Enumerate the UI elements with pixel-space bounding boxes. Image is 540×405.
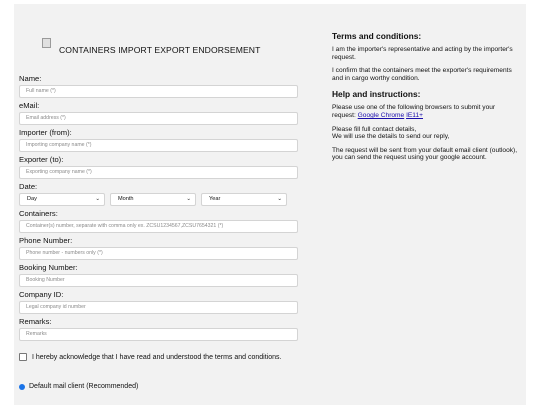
mail-client-radio[interactable] — [19, 384, 25, 390]
help-paragraph-1 — [332, 104, 520, 119]
request-form — [19, 4, 311, 390]
help-client-text: The request will be sent from your default email client (outlook), — [332, 146, 518, 154]
ie-link[interactable]: IE11+ — [406, 111, 423, 119]
name-label: Name: — [19, 74, 42, 83]
chrome-link[interactable]: Google Chrome — [357, 111, 405, 119]
terms-paragraph-1: I am the importer's representative and acting by the importer's request. — [332, 46, 513, 61]
chevron-down-icon: ⌄ — [186, 196, 191, 202]
help-reply-text: We will use the details to send our reply, — [332, 133, 450, 141]
day-select-value: Day — [27, 196, 37, 202]
mail-client-label: Default mail client (Recommended) — [29, 383, 139, 390]
acknowledge-text: I hereby acknowledge that I have read and understood the terms and conditions. — [32, 353, 282, 361]
name-input[interactable]: Full name (*) — [19, 85, 298, 98]
info-sidebar — [332, 31, 520, 168]
phone-label: Phone Number: — [19, 236, 73, 245]
page-panel — [14, 4, 526, 405]
help-paragraph-3 — [332, 147, 520, 162]
form-header — [19, 4, 311, 74]
help-paragraph-2 — [332, 126, 520, 141]
date-selects — [19, 193, 311, 206]
terms-paragraph-2: I confirm that the containers meet the exporter's requirements and in cargo worthy condition. — [332, 67, 512, 82]
help-contact-text: Please fill full contact details, — [332, 125, 417, 133]
month-select-value: Month — [118, 196, 134, 202]
year-select[interactable] — [201, 193, 287, 206]
remarks-input[interactable]: Remarks — [19, 328, 298, 341]
exporter-label: Exporter (to): — [19, 155, 64, 164]
help-title: Help and instructions: — [332, 89, 421, 100]
company-label: Company ID: — [19, 290, 64, 299]
exporter-input[interactable]: Exporting company name (*) — [19, 166, 298, 179]
importer-input[interactable]: Importing company name (*) — [19, 139, 298, 152]
email-input[interactable]: Email address (*) — [19, 112, 298, 125]
acknowledge-checkbox[interactable] — [19, 353, 27, 361]
form-title: CONTAINERS IMPORT EXPORT ENDORSEMENT — [59, 45, 261, 55]
help-browsers-text: Please use one of the following browsers to submit your request: — [332, 104, 496, 119]
day-select[interactable] — [19, 193, 105, 206]
email-label: eMail: — [19, 101, 40, 110]
chevron-down-icon: ⌄ — [277, 196, 282, 202]
date-label: Date: — [19, 182, 38, 191]
importer-label: Importer (from): — [19, 128, 72, 137]
containers-label: Containers: — [19, 209, 58, 218]
booking-input[interactable]: Booking Number — [19, 274, 298, 287]
containers-input[interactable]: Container(s) number, separate with comma only ex. ZCSU1234567,ZCSU7654321 (*) — [19, 220, 298, 233]
booking-label: Booking Number: — [19, 263, 78, 272]
month-select[interactable] — [110, 193, 196, 206]
year-select-value: Year — [209, 196, 221, 202]
remarks-label: Remarks: — [19, 317, 52, 326]
chevron-down-icon: ⌄ — [95, 196, 100, 202]
acknowledge-row — [19, 353, 311, 361]
company-id-input[interactable]: Legal company id number — [19, 301, 298, 314]
terms-title: Terms and conditions: — [332, 31, 422, 41]
help-google-text: you can send the request using your google account. — [332, 154, 487, 162]
mail-client-option[interactable] — [19, 383, 311, 390]
logo-image-icon — [42, 38, 51, 48]
phone-input[interactable]: Phone number - numbers only (*) — [19, 247, 298, 260]
